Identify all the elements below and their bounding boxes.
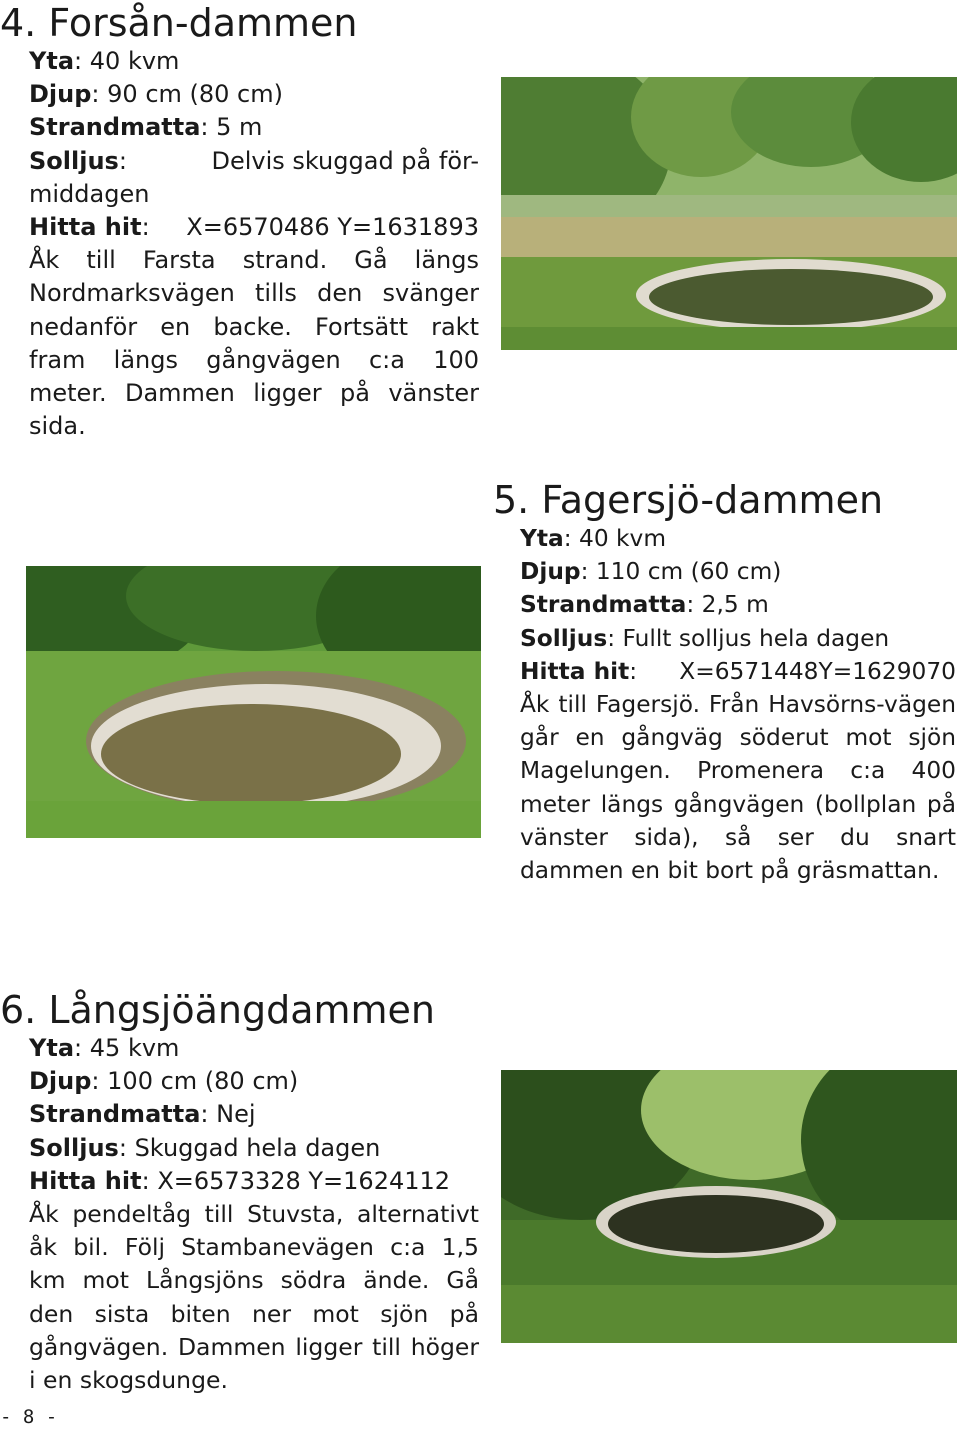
pond-4-sun-row-2: middagen — [29, 179, 150, 208]
pond-6-directions: Åk pendeltåg till Stuvsta, alternativt åk bil. Följ Stambanevägen c:a 1,5 km mot Långsjöns södra ände. Gå den sista biten ner mot sjön på gångvägen. Dammen ligger till höger i en skogsdunge. — [29, 1200, 479, 1395]
pond-4-heading: 4. Forsån-dammen — [0, 1, 358, 45]
pond-5-area-row: Yta: 40 kvm — [520, 525, 667, 552]
pond-4-area: 40 kvm — [89, 47, 180, 75]
pond-5-area: 40 kvm — [579, 525, 667, 552]
pond-5-photo — [26, 566, 481, 838]
pond-4-sun: Delvis skuggad på för- — [211, 146, 479, 175]
pond-4-coordinates: X=6570486 Y=1631893 — [186, 213, 479, 242]
pond-4-mat-row: Strandmatta: 5 m — [29, 113, 263, 142]
pond-6-depth: 100 cm (80 cm) — [107, 1067, 299, 1096]
pond-4-depth-row: Djup: 90 cm (80 cm) — [29, 80, 283, 109]
pond-5-sun-row: Solljus: Fullt solljus hela dagen — [520, 624, 890, 652]
pond-5-depth: 110 cm (60 cm) — [595, 558, 782, 586]
pond-6-area-row: Yta: 45 kvm — [29, 1034, 180, 1062]
pond-6-area: 45 kvm — [89, 1034, 180, 1062]
pond-5-sun: Fullt solljus hela dagen — [622, 624, 890, 652]
pond-5-depth-row: Djup: 110 cm (60 cm) — [520, 558, 782, 586]
pond-6-depth-row: Djup: 100 cm (80 cm) — [29, 1067, 299, 1096]
pond-5-directions: Åk till Fagersjö. Från Havsörns-vägen går en gångväg söderut mot sjön Magelungen. Promenera c:a 400 meter längs gångvägen (bollplan på vänster sida), så ser du snart dammen en bit bort på gräsmattan. — [520, 691, 956, 885]
pond-6-mat: Nej — [216, 1100, 256, 1129]
pond-6-find-row: Hitta hit: X=6573328 Y=1624112 — [29, 1166, 451, 1195]
pond-4-info — [29, 45, 479, 443]
pond-4-photo — [501, 77, 957, 350]
pond-6-coordinates: X=6573328 Y=1624112 — [157, 1166, 451, 1195]
pond-5-mat: 2,5 m — [701, 591, 769, 619]
pond-6-mat-row: Strandmatta: Nej — [29, 1100, 256, 1129]
pond-4-depth: 90 cm (80 cm) — [107, 80, 283, 109]
pond-4-area-row: Yta: 40 kvm — [29, 47, 180, 75]
pond-6-sun: Skuggad hela dagen — [134, 1133, 381, 1162]
page-number: - 8 - — [0, 1406, 58, 1428]
pond-5-mat-row: Strandmatta: 2,5 m — [520, 591, 769, 619]
pond-4-directions: Åk till Farsta strand. Gå längs Nordmarksvägen tills den svänger nedanför en backe. Fortsätt rakt fram längs gångvägen c:a 100 meter. Dammen ligger på vänster sida. — [29, 246, 479, 441]
pond-5-heading: 5. Fagersjö-dammen — [493, 478, 884, 522]
pond-5-coordinates: X=6571448Y=1629070 — [679, 657, 956, 685]
pond-5-find-row: Hitta hit: X=6571448Y=1629070 — [520, 655, 956, 688]
pond-6-photo — [501, 1070, 957, 1343]
pond-6-info — [29, 1032, 479, 1397]
pond-5-info — [520, 522, 956, 887]
pond-6-sun-row: Solljus: Skuggad hela dagen — [29, 1133, 381, 1162]
pond-6-heading: 6. Långsjöängdammen — [0, 988, 435, 1032]
pond-4-find-row: Hitta hit: X=6570486 Y=1631893 — [29, 211, 479, 244]
pond-4-mat: 5 m — [216, 113, 263, 142]
pond-4-sun-row: Solljus: Delvis skuggad på för- — [29, 145, 479, 178]
